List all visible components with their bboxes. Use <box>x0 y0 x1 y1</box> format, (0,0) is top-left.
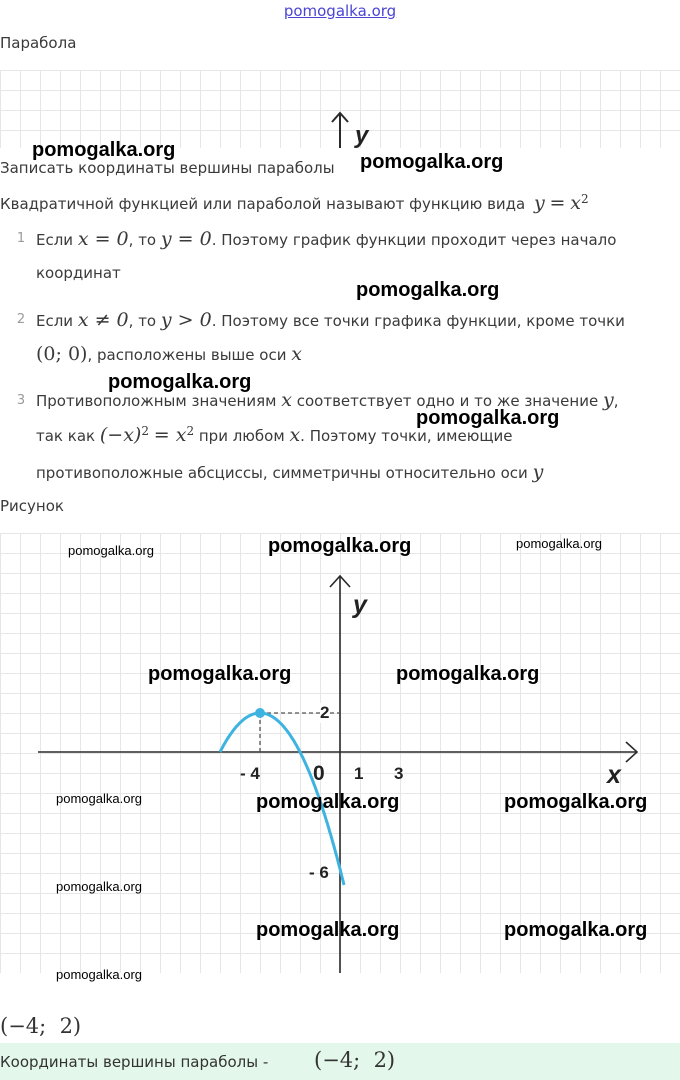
item-3-math-d: x <box>289 424 301 446</box>
item-3-number: 3 <box>16 393 26 408</box>
y-axis-label: y <box>353 591 367 619</box>
x-tick-0: 0 <box>313 762 325 785</box>
watermark: pomogalka.org <box>56 967 142 982</box>
item-2-text-c: . Поэтому все точки графика функции, кроме точки <box>211 312 625 330</box>
item-1-text-c: . Поэтому график функции проходит через начало <box>211 231 617 249</box>
intro-formula-x: x <box>570 192 581 214</box>
watermark: pomogalka.org <box>416 407 560 429</box>
item-1-text-a: Если <box>36 231 74 249</box>
item-3-line-3 <box>36 461 543 483</box>
item-3-text-e: . Поэтому точки, имеющие <box>300 427 513 445</box>
watermark: pomogalka.org <box>268 535 412 557</box>
item-2-line-1 <box>36 309 625 331</box>
top-figure-axis-label: y <box>355 122 369 149</box>
item-2-line-2 <box>36 343 302 365</box>
task-label: Записать координаты вершины параболы <box>0 159 335 177</box>
x-tick-1: 1 <box>354 764 364 783</box>
intro-formula-exp: 2 <box>580 192 589 206</box>
item-3-math-b: y <box>602 389 614 411</box>
item-3-line-1: Противоположным значениям x соответствует одно и то же значение y, <box>36 389 619 411</box>
watermark: pomogalka.org <box>108 371 252 393</box>
item-3-math-c2: 2 <box>141 424 149 438</box>
item-2-math-d: x <box>291 343 302 365</box>
item-3-text-c: так как <box>36 427 96 445</box>
watermark: pomogalka.org <box>360 151 504 173</box>
item-2-math-b: y > 0 <box>160 309 212 331</box>
item-3-text-d: при любом <box>198 427 285 445</box>
intro-formula-eq: = <box>549 192 566 214</box>
section-title-figure: Рисунок <box>0 497 64 515</box>
item-2-text-d: , расположены выше оси <box>87 346 287 364</box>
item-3-text-a: Противоположным значениям <box>36 392 277 410</box>
item-2-text-a: Если <box>36 312 74 330</box>
intro-text: Квадратичной функцией или параболой называют функцию вида <box>0 195 526 213</box>
watermark: pomogalka.org <box>356 279 500 301</box>
watermark: pomogalka.org <box>148 663 292 685</box>
item-3-math-c1: (−x) <box>99 424 142 446</box>
item-1-math-b: y = 0 <box>160 228 212 250</box>
item-1-line-1 <box>36 228 616 250</box>
watermark: pomogalka.org <box>56 879 142 894</box>
answer-value: (−4; 2) <box>314 1048 396 1072</box>
watermark: pomogalka.org <box>256 791 400 813</box>
watermark: pomogalka.org <box>56 791 142 806</box>
item-2-number: 2 <box>16 312 26 327</box>
item-1-text-b: , то <box>128 231 157 249</box>
item-1-number: 1 <box>16 231 26 246</box>
top-figure-grid <box>0 70 680 148</box>
y-tick-minus-6: - 6 <box>309 863 329 882</box>
watermark: pomogalka.org <box>68 543 154 558</box>
watermark: pomogalka.org <box>396 663 540 685</box>
intro-formula-y: y <box>534 192 545 214</box>
watermark: pomogalka.org <box>516 536 602 551</box>
answer-bar <box>0 1043 680 1080</box>
answer-label: Координаты вершины параболы - <box>0 1053 269 1071</box>
item-3-text-b: соответствует одно и то же значение <box>296 392 599 410</box>
section-title-parabola: Парабола <box>0 34 77 52</box>
item-2-math-c: (0; 0) <box>36 343 88 365</box>
x-tick-minus-4: - 4 <box>240 764 260 783</box>
y-tick-2: 2 <box>320 703 330 722</box>
result-value: (−4; 2) <box>0 1014 82 1038</box>
watermark: pomogalka.org <box>504 791 648 813</box>
vertex-point <box>255 708 265 718</box>
parabola-chart-svg <box>0 533 680 973</box>
item-2-text-b: , то <box>128 312 157 330</box>
item-3-math-c3: = x <box>153 424 187 446</box>
watermark: pomogalka.org <box>504 919 648 941</box>
x-axis-label: x <box>607 761 621 789</box>
top-figure-axis <box>0 70 680 148</box>
item-1-math-a: x = 0 <box>77 228 129 250</box>
item-3-math-c4: 2 <box>186 424 195 438</box>
watermark: pomogalka.org <box>256 919 400 941</box>
item-3-text-f: противоположные абсциссы, симметричны относительно оси <box>36 464 528 482</box>
item-2-math-a: x ≠ 0 <box>77 309 129 331</box>
site-header-link[interactable]: pomogalka.org <box>283 2 397 20</box>
x-tick-3: 3 <box>394 764 404 783</box>
watermark: pomogalka.org <box>32 139 176 161</box>
parabola-chart <box>0 533 680 973</box>
item-3-math-a: x <box>281 389 292 411</box>
item-1-line-2: координат <box>36 264 121 282</box>
item-3-math-f: y <box>532 461 544 483</box>
intro-line <box>0 192 589 214</box>
